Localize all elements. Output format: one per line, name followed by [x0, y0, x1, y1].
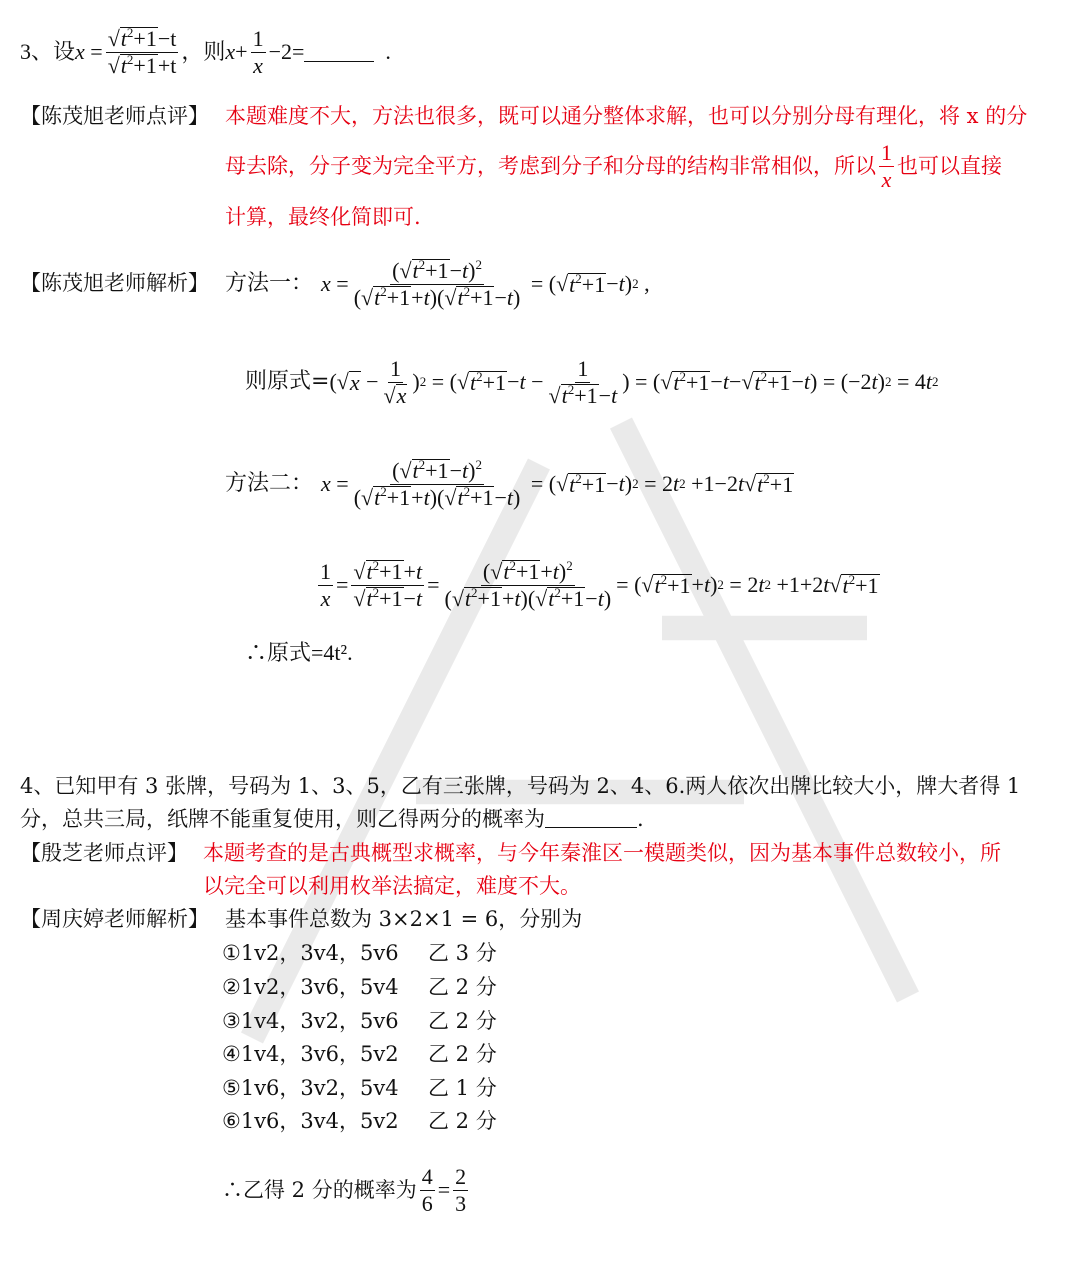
case-index: ⑥ [222, 1109, 241, 1133]
q3-one-over-x [251, 27, 266, 78]
q3-expr-x: x [225, 39, 236, 64]
list-item [222, 940, 399, 966]
case-score: 乙 1 分 [428, 1076, 497, 1100]
q3-original: 则原式= ( √ x − $\frac{1}{√x}$ ) 2 = ( √ $t^2+1$ − t − $\frac{1}{√t^2+1-t}$ ) = ( √ $t^2+1$ − t − √ $t^2+1$ − t ) = (−2 t ) 2 = 4 t 2 [245, 355, 939, 408]
q3-conclusion: ∴原式=4t². [245, 640, 353, 665]
q3-review-line-3: 计算，最终化简即可. [225, 205, 421, 229]
q4-answer-blank [545, 809, 637, 828]
q3-prefix: 3、设 [20, 39, 76, 64]
case-index: ② [222, 975, 241, 999]
q3-minus2: −2= [268, 39, 305, 64]
case-index: ③ [222, 1009, 241, 1033]
case-pairs: 1v4，3v6，5v2 [240, 1042, 399, 1066]
q4-review-label: 【殷芝老师点评】 [20, 841, 188, 865]
case-index: ④ [222, 1042, 241, 1066]
case-score: 乙 2 分 [428, 1109, 497, 1133]
q3-given-fraction: $\frac{√t^2+1-t}{√t^2+1+t}$ [107, 24, 177, 78]
frac-num: 2 [455, 1163, 467, 1189]
case-score: 乙 2 分 [428, 1042, 497, 1066]
list-item [222, 974, 399, 1000]
q4-equals: = [437, 1177, 451, 1202]
q4-frac-2-3 [453, 1165, 468, 1216]
q3-period: . [385, 39, 391, 64]
frac-num: 4 [421, 1163, 433, 1189]
q3-inverse: $\frac{1}{x}$ = $\frac{√t^2+1+t}{√t^2+1-t}$ = $\frac{(√t^2+1+t)^2}{(√t^2+1+t)(√t^2+1-t)}$ = ( √ $t^2+1$ + t ) 2 = 2 t 2 +1+2 t √ $t^2+1$ [320, 557, 879, 611]
q3-review-x: x [881, 166, 892, 192]
list-item [222, 1075, 399, 1101]
case-pairs: 1v6，3v4，5v2 [240, 1109, 399, 1133]
case-score: 乙 2 分 [428, 975, 497, 999]
q3-original-label: 则原式= [245, 369, 330, 394]
q4-line-1: 4、已知甲有 3 张牌，号码为 1、3、5，乙有三张牌，号码为 2、4、6.两人依次出牌比较大小，牌大者得 1 [20, 774, 1021, 798]
q4-frac-4-6 [420, 1165, 435, 1216]
q3-method1: 方法一： x = $\frac{(√t^2+1-t)^2}{(√t^2+1+t)(√t^2+1-t)}$ = ( √ $t^2+1$ − t ) 2 , [225, 256, 650, 310]
q3-den-tail: +t [157, 52, 177, 78]
q3-method1-label: 方法一： [225, 271, 314, 296]
q3-review-line-2-text: 母去除，分子变为完全平方，考虑到分子和分母的结构非常相似，所以 [225, 154, 876, 178]
case-score: 乙 3 分 [428, 941, 497, 965]
case-pairs: 1v2，3v6，5v4 [240, 975, 399, 999]
q4-review-line-2: 以完全可以利用枚举法搞定，难度不大。 [203, 874, 581, 898]
case-pairs: 1v6，3v2，5v4 [240, 1076, 399, 1100]
q4-line-2 [20, 806, 644, 832]
q3-answer-blank [304, 43, 374, 62]
q4-line-2-text: 分，总共三局，纸牌不能重复使用，则乙得两分的概率为 [20, 807, 545, 831]
case-pairs: 1v2，3v4，5v6 [240, 941, 399, 965]
q3-review-line-2-tail: 也可以直接 [897, 154, 1002, 178]
list-item [222, 1041, 399, 1067]
q3-one: 1 [252, 25, 264, 51]
q3-x-den: x [253, 52, 263, 78]
q3-review-one: 1 [881, 139, 892, 165]
q4-analysis-intro: 基本事件总数为 3×2×1 = 6，分别为 [225, 907, 583, 931]
q3-var-x: x [75, 39, 85, 64]
q3-then: ，则 [181, 39, 226, 64]
q3-review-line-1: 本题难度不大，方法也很多，既可以通分整体求解，也可以分别分母有理化，将 x 的分 [225, 104, 1028, 128]
frac-den: 3 [455, 1190, 467, 1216]
case-score: 乙 2 分 [428, 1009, 497, 1033]
q3-review-line-2 [225, 140, 1002, 192]
q3-question: 3、设 x = $\frac{√t^2+1-t}{√t^2+1+t}$ ，则 x + $\frac{1}{x}$ −2= . [20, 24, 391, 78]
q3-review-frac [879, 141, 894, 192]
q3-method2-label: 方法二： [225, 471, 314, 496]
q4-conclusion [222, 1158, 471, 1222]
case-index: ⑤ [222, 1076, 241, 1100]
case-index: ① [222, 941, 241, 965]
q3-method2: 方法二： x = $\frac{(√t^2+1-t)^2}{(√t^2+1+t)(√t^2+1-t)}$ = ( √ $t^2+1$ − t ) 2 = 2 t 2 +1−2 t √ $t^2+1$ [225, 456, 794, 510]
q3-m1-fraction: $\frac{(√t^2+1-t)^2}{(√t^2+1+t)(√t^2+1-t)}$ [353, 256, 521, 310]
q4-conclusion-text: ∴乙得 2 分的概率为 [222, 1178, 417, 1202]
q3-analysis-label: 【陈茂旭老师解析】 [20, 271, 209, 295]
q4-analysis-label: 【周庆婷老师解析】 [20, 907, 209, 931]
q4-line-2-end: . [637, 807, 644, 831]
list-item [222, 1008, 399, 1034]
frac-den: 6 [421, 1190, 433, 1216]
q4-review-line-1: 本题考查的是古典概型求概率，与今年秦淮区一模题类似，因为基本事件总数较小，所 [203, 841, 1001, 865]
case-pairs: 1v4，3v2，5v6 [240, 1009, 399, 1033]
list-item [222, 1108, 399, 1134]
q3-review-label: 【陈茂旭老师点评】 [20, 104, 209, 128]
q3-num-tail: −t [157, 25, 177, 51]
q3-expr-plus: + [235, 39, 248, 64]
